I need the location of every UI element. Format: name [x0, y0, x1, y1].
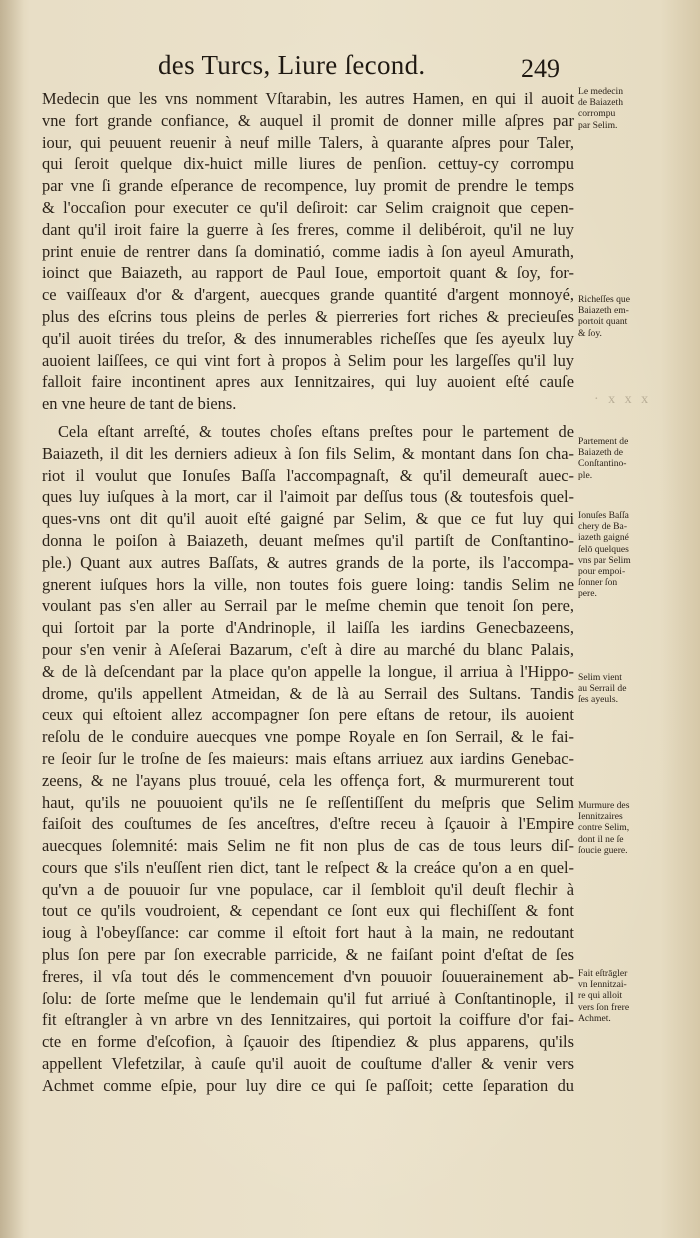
- text-line: iour, qui peuuent reuenir à neuf mille Talers, à quarante aſpres pour Taler,: [42, 132, 574, 152]
- gutter-shadow: [0, 0, 24, 1238]
- margin-note-line: ſes ayeuls.: [578, 694, 618, 706]
- running-title: des Turcs, Liure ſecond.: [158, 50, 426, 80]
- margin-note-line: iazeth gaigné: [578, 532, 629, 544]
- text-line: fit eſtrangler à vn arbre vn des Iennitzaires, qui portoit la coiffure d'or fai-: [42, 1010, 574, 1030]
- text-line: Achmet comme eſpie, pour luy dire ce qui ſe paſſoit; cette ſeparation du: [42, 1075, 574, 1095]
- margin-note-line: au Serrail de: [578, 683, 627, 695]
- text-line: qui ſortoit par la porte d'Andrinople, il laiſſa les iardins Genecbazeens,: [42, 618, 574, 638]
- margin-note-line: Le medecin: [578, 86, 624, 97]
- margin-note-line: chery de Ba-: [578, 521, 628, 533]
- margin-note-line: dont il ne ſe: [578, 833, 624, 845]
- text-line: riot il voulut que Ionuſes Baſſa l'accompagnaſt, & qu'il demeuraſt auec-: [42, 465, 574, 485]
- faded-ornament: · x x x: [594, 392, 652, 407]
- margin-note-line: corrompu: [578, 108, 616, 120]
- text-line: appellent Vlefetzilar, à cauſe qu'il auoit de couſtume d'aller & venir vers: [42, 1054, 574, 1074]
- text-line: ple.) Quant aux autres Baſſats, & autres grands de la porte, ils l'accompa-: [42, 552, 574, 572]
- margin-note-richesses: [578, 294, 650, 339]
- margin-note-murmure: [578, 800, 650, 856]
- text-line: drome, qu'ils appellent Atmeidan, & de là au Serrail des Sultans. Tandis: [42, 683, 574, 703]
- text-line: qu'vn a de pouuoir ſur vne populace, car il ſembloit qu'il deuſt flechir à: [42, 879, 574, 899]
- margin-note-medecin: [578, 86, 650, 131]
- text-line: cours que s'ils n'euſſent rien dict, tant le reſpect & la creáce qu'on a en quel-: [42, 857, 574, 877]
- text-line: cte en forme d'eſcofion, à ſçauoir des ſtipendiez & plus apparens, qu'ils: [42, 1032, 574, 1052]
- margin-note-line: Fait eſtrāgler: [578, 968, 628, 979]
- text-line: reſolu de le conduire auecques vne pompe Royale en ſon Serrail, & le fai-: [42, 727, 574, 747]
- margin-note-line: Murmure des: [578, 800, 630, 811]
- text-line: ioug à l'obeyſſance: car comme il eſtoit fort haut à la main, ne redoutant: [42, 923, 574, 943]
- text-line: pour s'en venir à Aſeſerai Bazarum, c'eſt à dire au marché du blanc Palais,: [42, 639, 574, 659]
- text-line: falloit faire incontinent apres aux Iennitzaires, qui luy auoient eſté cauſe: [42, 372, 574, 392]
- text-line: re ſeoir ſur le troſne de ſes maieurs: mais eſtans arriuez aux iardins Genebac-: [42, 748, 574, 768]
- margin-note-line: Selim vient: [578, 672, 622, 683]
- text-line: vne fort grande confiance, & auquel il promit de donner mille aſpres par: [42, 110, 574, 130]
- text-line: auecques ſolemnité: mais Selim ne fit non plus de cas de tous leurs diſ-: [42, 836, 574, 856]
- text-line: auoient laiſſees, ce qui vint fort à propos à Selim pour les largeſſes qu'il luy: [42, 350, 574, 370]
- text-line: plus des eſcrins tous pleins de perles & pierreries fort riches & precieuſes: [42, 306, 574, 326]
- margin-note-line: Iennitzaires: [578, 811, 623, 823]
- text-line: par vne ſi grande eſperance de recompence, luy promit de prendre le temps: [42, 176, 574, 196]
- text-line: faiſoit des couſtumes de ſes anceſtres, d'eſtre receu à ſçauoir à l'Empire: [42, 814, 574, 834]
- text-line: ques luy iuſques à la mort, car il l'aimoit par deſſus tous (& toutesfois quel-: [42, 487, 574, 507]
- text-line: Medecin que les vns nomment Vſtarabin, les autres Hamen, en qui il auoit: [42, 89, 574, 108]
- margin-note-line: Partement de: [578, 436, 629, 447]
- text-line: gnerent iuſques hors la ville, non toutes fois guere loing: tandis Selim ne: [42, 574, 574, 594]
- margin-note-line: Baiazeth em-: [578, 305, 629, 317]
- text-line: en vne heure de tant de biens.: [42, 394, 237, 414]
- margin-note-partement: [578, 436, 650, 481]
- text-line: zeens, & ne l'ayans plus trouué, cela les offença fort, & murmurerent tout: [42, 770, 574, 790]
- margin-note-line: Achmet.: [578, 1012, 611, 1024]
- margin-note-fait-estrangler: [578, 968, 650, 1024]
- margin-note-line: & ſoy.: [578, 327, 602, 339]
- text-line: Cela eſtant arreſté, & toutes choſes eſtans preſtes pour le partement de: [58, 421, 574, 441]
- text-line: ſolu: de ſorte meſme que le lendemain qu'il fut arriué à Conſtantinople, il: [42, 988, 574, 1008]
- margin-note-line: vers ſon frere: [578, 1001, 630, 1013]
- margin-note-line: pere.: [578, 588, 597, 600]
- margin-note-line: re qui alloit: [578, 990, 623, 1002]
- margin-note-line: Richeſſes que: [578, 294, 630, 305]
- margin-note-line: Ionuſes Baſſa: [578, 510, 629, 521]
- margin-note-line: Conſtantino-: [578, 458, 627, 470]
- text-line: haut, qu'ils ne pouuoient qu'ils ne ſe reſſentiſſent du meſpris que Selim: [42, 792, 574, 812]
- text-line: ioinct que Baiazeth, au rapport de Paul Ioue, emportoit quant & ſoy, for-: [42, 263, 574, 283]
- text-line: donna le poiſon à Baiazeth, deuant meſmes qu'il partiſt de Conſtantino-: [42, 530, 574, 550]
- text-line: Baiazeth, il dit les derniers adieux à ſon fils Selim, & montant dans ſon cha-: [42, 443, 574, 463]
- margin-note-line: ple.: [578, 469, 593, 481]
- margin-note-line: ſoucie guere.: [578, 844, 628, 856]
- text-line: print enuie de rentrer dans ſa dominatió, comme iadis à ſon ayeul Amurath,: [42, 241, 574, 261]
- text-line: qu'il auoit tirées du treſor, & des innumerables richeſſes que ſes ayeulx luy: [42, 328, 574, 348]
- page-number: 249: [521, 54, 560, 83]
- text-line: ce vaiſſeaux d'or & d'argent, auecques grande quantité d'argent monnoyé,: [42, 285, 574, 305]
- text-line: voulant pas s'en aller au Serrail par le meſme chemin que tenoit ſon pere,: [42, 596, 574, 616]
- margin-note-ionuses: [578, 510, 650, 600]
- text-line: tout ce qu'ils voudroient, & cependant ce ſont eux qui flechiſſent & font: [42, 901, 574, 921]
- text-line: dant qu'il iroit faire la guerre à ſes freres, comme il delibéroit, qu'il ne luy: [42, 219, 574, 239]
- text-line: freres, il vſa tout dés le commencement d'vn pouuoir ſouuerainement ab-: [42, 966, 574, 986]
- margin-note-line: vns par Selim: [578, 554, 631, 566]
- margin-note-line: ſonner ſon: [578, 577, 618, 589]
- margin-note-line: vn Iennitzai-: [578, 979, 627, 991]
- margin-note-line: pour empoi-: [578, 566, 626, 578]
- text-line: ques-vns ont dit qu'il auoit eſté gaigné par Selim, & que ce fut luy qui: [42, 509, 574, 529]
- text-line: qui ſeroit quelque dix-huict mille liures de penſion. cettuy-cy corrompu: [42, 154, 574, 174]
- text-line: & l'occaſion pour executer ce qu'il deſiroit: car Selim craignoit que cepen-: [42, 197, 574, 217]
- text-line: & de là deſcendant par la place qu'on appelle la longue, il arriua à l'Hippo-: [42, 661, 574, 681]
- margin-note-line: contre Selim,: [578, 822, 630, 834]
- margin-note-line: de Baiazeth: [578, 97, 624, 109]
- body-text: [42, 88, 574, 1097]
- margin-note-line: Baiazeth de: [578, 447, 624, 459]
- margin-note-line: portoit quant: [578, 316, 628, 328]
- margin-note-line: ſelō quelques: [578, 543, 629, 555]
- text-line: ceux qui eſtoient allez accompagner ſon pere eſtans de retour, ils auoient: [42, 705, 574, 725]
- text-line: plus ſon pere par ſon execrable parricide, & ne faiſant point d'eſtat de ſes: [42, 945, 574, 965]
- margin-note-selim-vient: [578, 672, 650, 706]
- margin-note-line: par Selim.: [578, 119, 618, 131]
